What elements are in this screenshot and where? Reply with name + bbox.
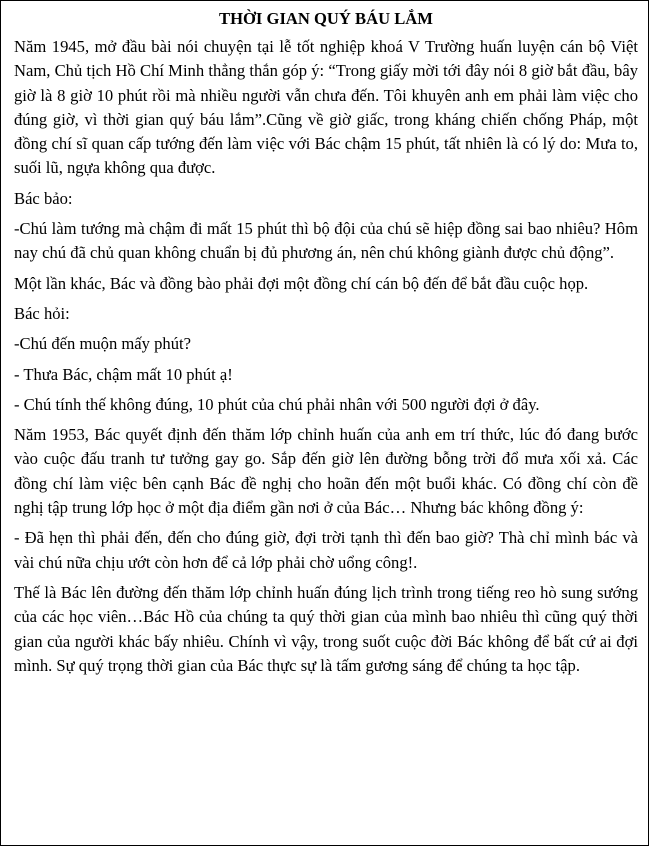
paragraph-quote-general: -Chú làm tướng mà chậm đi mất 15 phút thì bộ đội của chú sẽ hiệp đồng sai bao nhiêu? Hôm nay chú đã chủ quan không chuẩn bị đủ phương án, nên chú không giành được chủ động”. (14, 219, 638, 263)
paragraph-bac-bao: Bác bảo: (14, 188, 73, 208)
paragraph-reply: - Chú tính thế không đúng, 10 phút của chú phải nhân với 500 người đợi ở đây. (14, 394, 540, 414)
paragraph-1953: Năm 1953, Bác quyết định đến thăm lớp chỉnh huấn của anh em trí thức, lúc đó đang bước vào cuộc đấu tranh tư tưởng gay go. Sắp đến giờ lên đường bỗng trời đổ mưa xối xả. Các đồng chí làm việc bên cạnh Bác đề nghị cho hoãn đến một buổi khác. Có đồng chí còn đề nghị tập trung lớp học ở một địa điểm gần nơi ở của Bác… Nhưng bác không đồng ý: (14, 425, 638, 518)
paragraph-promise: - Đã hẹn thì phải đến, đến cho đúng giờ, đợi trời tạnh thì đến bao giờ? Thà chỉ mình bác và vài chú nữa chịu ướt còn hơn để cả lớp phải chờ uổng công!. (14, 528, 638, 572)
paragraph-conclusion: Thế là Bác lên đường đến thăm lớp chỉnh huấn đúng lịch trình trong tiếng reo hò sung sướng của các học viên…Bác Hồ của chúng ta quý thời gian của mình bao nhiêu thì cũng quý thời gian của người khác bấy nhiêu. Chính vì vậy, trong suốt cuộc đời Bác không để bất cứ ai đợi mình. Sự quý trọng thời gian của Bác thực sự là tấm gương sáng để chúng ta học tập. (14, 582, 638, 675)
paragraph-answer: - Thưa Bác, chậm mất 10 phút ạ! (14, 364, 233, 384)
document-title: THỜI GIAN QUÝ BÁU LẮM (219, 9, 433, 28)
paragraph-another-time: Một lần khác, Bác và đồng bào phải đợi một đồng chí cán bộ đến để bắt đầu cuộc họp. (14, 273, 589, 293)
paragraph-intro: Năm 1945, mở đầu bài nói chuyện tại lễ tốt nghiệp khoá V Trường huấn luyện cán bộ Việt Nam, Chủ tịch Hồ Chí Minh thẳng thắn góp ý: “Trong giấy mời tới đây nói 8 giờ bắt đầu, bây giờ là 8 giờ 10 phút rồi mà nhiều người vẫn chưa đến. Tôi khuyên anh em phải làm việc cho đúng giờ, vì thời gian quý báu lắm”.Cũng về giờ giấc, trong kháng chiến chống Pháp, một đồng chí sĩ quan cấp tướng đến làm việc với Bác chậm 15 phút, tất nhiên là có lý do: Mưa to, suối lũ, ngựa không qua được. (14, 37, 638, 178)
paragraph-bac-hoi: Bác hỏi: (14, 303, 70, 323)
paragraph-question: -Chú đến muộn mấy phút? (14, 334, 191, 354)
